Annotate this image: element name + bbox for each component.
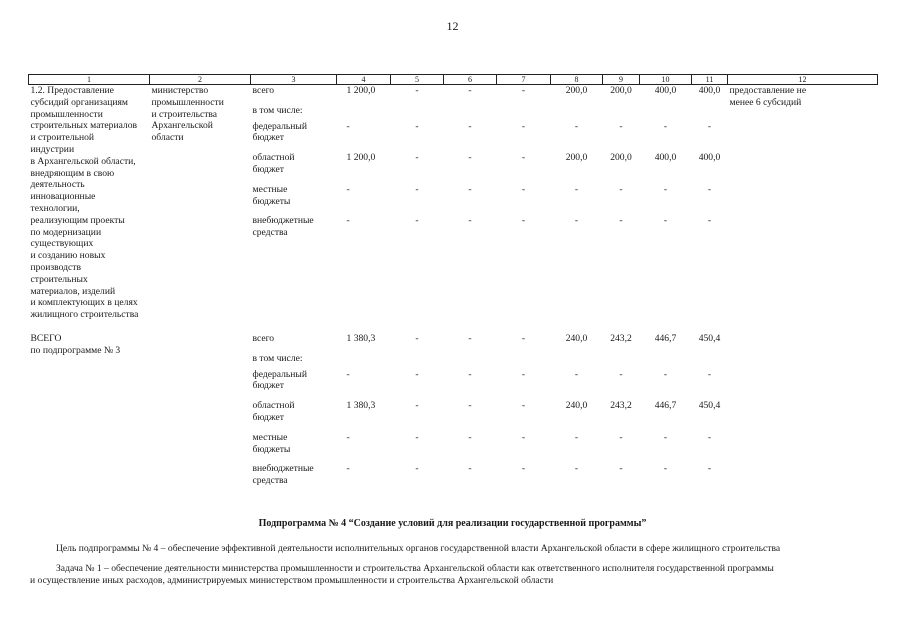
funding-value: - xyxy=(521,215,526,227)
funding-value xyxy=(393,105,442,117)
funding-value: - xyxy=(619,120,623,132)
task-paragraph xyxy=(30,563,850,586)
funding-source-label xyxy=(253,85,335,97)
funding-value xyxy=(553,353,601,365)
funding-value: - xyxy=(468,152,472,164)
funding-value: 240,0 xyxy=(565,400,588,412)
funding-value: - xyxy=(346,368,350,380)
measure-name-line: внедряющим в свою xyxy=(30,167,115,179)
funding-value: - xyxy=(707,120,712,132)
funding-value xyxy=(605,353,638,365)
funding-source-label xyxy=(253,333,335,345)
funding-value: - xyxy=(468,431,472,443)
funding-value: - xyxy=(619,215,623,227)
funding-value: - xyxy=(574,368,579,380)
funding-value: - xyxy=(415,368,419,380)
funding-value: - xyxy=(521,400,526,412)
funding-value: - xyxy=(468,183,472,195)
funding-value: 243,2 xyxy=(610,400,632,412)
goal-text: Цель подпрограммы № 4 – обеспечение эффективной деятельности исполнительных органов государственной власти Архангельской области в сфере жилищного строительства xyxy=(56,543,781,554)
funding-value: 400,0 xyxy=(654,85,677,96)
funding-value: - xyxy=(415,463,419,475)
executor-line: Архангельской xyxy=(151,120,213,132)
funding-source-label xyxy=(253,105,335,117)
funding-value: - xyxy=(415,120,419,132)
funding-value: - xyxy=(468,85,472,96)
column-number-header: 10 xyxy=(640,75,692,85)
expected-result-line: предоставление не xyxy=(729,85,807,96)
funding-value: 1 200,0 xyxy=(346,152,376,164)
measure-name-line: деятельность xyxy=(30,179,85,191)
funding-source-cell xyxy=(251,85,337,321)
measure-name-line: индустрии xyxy=(30,143,75,155)
funding-value: 450,4 xyxy=(698,332,721,344)
funding-value: - xyxy=(415,400,419,412)
measure-name-line: по подпрограмме № 3 xyxy=(30,344,121,356)
funding-value: 200,0 xyxy=(610,152,632,164)
funding-value: - xyxy=(574,431,579,443)
funding-value: 200,0 xyxy=(565,152,588,164)
value-column-cell xyxy=(692,85,728,321)
value-column-cell xyxy=(603,321,640,495)
funding-value xyxy=(605,105,638,117)
funding-source-label-line: в том числе: xyxy=(252,104,303,116)
measure-name-line: в Архангельской области, xyxy=(30,155,136,167)
funding-source-label-line: областной xyxy=(252,400,295,412)
funding-value: - xyxy=(521,152,526,164)
measure-name-line: по модернизации xyxy=(30,226,102,238)
funding-value: - xyxy=(521,463,526,475)
funding-value: - xyxy=(415,431,419,443)
funding-value: - xyxy=(574,215,579,227)
funding-value: - xyxy=(346,183,350,195)
executor-line: области xyxy=(151,132,184,144)
funding-value: - xyxy=(415,183,419,195)
value-column-cell xyxy=(551,321,603,495)
funding-source-label-line: бюджеты xyxy=(252,443,291,455)
executor-line: и строительства xyxy=(151,108,218,120)
column-number-header: 12 xyxy=(728,75,878,85)
table-header-row xyxy=(29,75,878,85)
funding-value: 200,0 xyxy=(610,85,632,96)
measure-name-line: строительных материалов xyxy=(30,120,138,132)
funding-value: - xyxy=(521,183,526,195)
funding-value: - xyxy=(521,85,526,96)
value-column-cell xyxy=(497,321,551,495)
funding-value xyxy=(499,105,549,117)
table-row xyxy=(29,85,878,321)
funding-source-label-line: в том числе: xyxy=(252,352,303,364)
task-text-line1: Задача № 1 – обеспечение деятельности министерства промышленности и строительства Архангельской области как ответственного исполнителя государственной программы xyxy=(56,563,774,574)
funding-value: - xyxy=(346,120,350,132)
funding-source-label-line: всего xyxy=(252,332,275,344)
measure-name-line: и строительной xyxy=(30,132,95,144)
value-column-cell xyxy=(391,85,444,321)
funding-source-label xyxy=(253,184,335,208)
funding-value: - xyxy=(619,183,623,195)
funding-value xyxy=(694,105,726,117)
funding-value xyxy=(694,353,726,365)
funding-source-label-line: бюджет xyxy=(252,132,284,144)
column-number-header: 8 xyxy=(551,75,603,85)
funding-value: 200,0 xyxy=(565,85,588,96)
funding-value: 446,7 xyxy=(654,332,677,344)
funding-value xyxy=(446,353,495,365)
measure-name-line: технологии, xyxy=(30,202,80,214)
value-column-cell xyxy=(640,85,692,321)
funding-value xyxy=(393,353,442,365)
executor-line: министерство xyxy=(151,85,209,96)
funding-source-label-line: бюджет xyxy=(252,380,284,392)
expected-result-cell xyxy=(728,321,878,495)
funding-value: - xyxy=(346,463,350,475)
funding-value: - xyxy=(663,183,668,195)
value-column-cell xyxy=(337,85,391,321)
funding-value: 400,0 xyxy=(698,152,721,164)
value-column-cell xyxy=(692,321,728,495)
table-row xyxy=(29,321,878,495)
funding-value: - xyxy=(468,215,472,227)
column-number-header: 4 xyxy=(337,75,391,85)
goal-paragraph xyxy=(30,543,850,555)
funding-value: - xyxy=(468,400,472,412)
measure-name-line: жилищного строительства xyxy=(30,309,139,321)
funding-value: 400,0 xyxy=(654,152,677,164)
executor-cell xyxy=(150,85,251,321)
funding-source-label-line: средства xyxy=(252,227,288,239)
measure-name-cell xyxy=(29,321,150,495)
funding-value xyxy=(446,105,495,117)
funding-source-label-line: областной xyxy=(252,152,295,164)
value-column-cell xyxy=(640,321,692,495)
measure-name-line: существующих xyxy=(30,238,94,250)
funding-source-label-line: федеральный xyxy=(252,120,308,132)
executor-line: промышленности xyxy=(151,96,224,108)
measure-name-line: и комплектующих в целях xyxy=(30,297,138,309)
funding-value: - xyxy=(707,463,712,475)
funding-value: - xyxy=(707,368,712,380)
funding-source-label-line: внебюджетные xyxy=(252,463,314,475)
measure-name-line: и созданию новых xyxy=(30,250,106,262)
measure-name-line: реализующим проекты xyxy=(30,214,125,226)
measure-name-line: промышленности xyxy=(30,108,103,120)
column-number-header: 1 xyxy=(29,75,150,85)
funding-value: 400,0 xyxy=(698,85,721,96)
column-number-header: 11 xyxy=(692,75,728,85)
subprogram-heading: Подпрограмма № 4 “Создание условий для реализации государственной программы” xyxy=(258,518,647,529)
budget-table xyxy=(28,74,878,495)
funding-value: - xyxy=(468,120,472,132)
funding-value: - xyxy=(468,368,472,380)
funding-value: - xyxy=(521,332,526,344)
funding-source-label-line: местные xyxy=(252,183,288,195)
measure-name-cell xyxy=(29,85,150,321)
value-column-cell xyxy=(337,321,391,495)
column-number-header: 6 xyxy=(444,75,497,85)
funding-value: - xyxy=(707,215,712,227)
measure-name-line: строительных xyxy=(30,273,88,285)
funding-source-label xyxy=(253,400,335,424)
funding-value: - xyxy=(663,463,668,475)
funding-source-label-line: всего xyxy=(252,85,275,96)
funding-value: - xyxy=(521,368,526,380)
expected-result-line: менее 6 субсидий xyxy=(729,96,802,108)
executor-cell xyxy=(150,321,251,495)
funding-source-label xyxy=(253,215,335,239)
funding-value: - xyxy=(574,183,579,195)
measure-name-line: субсидий организациям xyxy=(30,96,128,108)
funding-value: - xyxy=(707,183,712,195)
funding-value: - xyxy=(619,463,623,475)
funding-value xyxy=(347,105,389,117)
value-column-cell xyxy=(497,85,551,321)
expected-result-cell xyxy=(728,85,878,321)
funding-value: 1 380,3 xyxy=(346,400,376,412)
measure-name-line: производств xyxy=(30,261,81,273)
funding-value: - xyxy=(468,463,472,475)
funding-source-label-line: бюджеты xyxy=(252,195,291,207)
column-number-header: 3 xyxy=(251,75,337,85)
funding-source-label-line: средства xyxy=(252,475,288,487)
column-number-header: 5 xyxy=(391,75,444,85)
value-column-cell xyxy=(391,321,444,495)
measure-name-line: материалов, изделий xyxy=(30,285,116,297)
funding-value: - xyxy=(468,332,472,344)
funding-value: - xyxy=(663,431,668,443)
value-column-cell xyxy=(444,85,497,321)
funding-source-label-line: внебюджетные xyxy=(252,215,314,227)
funding-value: - xyxy=(521,120,526,132)
funding-source-cell xyxy=(251,321,337,495)
measure-name-line: 1.2. Предоставление xyxy=(30,85,114,96)
funding-source-label xyxy=(253,432,335,456)
funding-value: - xyxy=(663,120,668,132)
funding-value xyxy=(642,353,690,365)
funding-value: 450,4 xyxy=(698,400,721,412)
funding-source-label xyxy=(253,353,335,365)
funding-value xyxy=(347,353,389,365)
funding-source-label-line: бюджет xyxy=(252,411,284,423)
funding-value: - xyxy=(663,368,668,380)
task-text-line2: и осуществление иных расходов, администрируемых министерством промышленности и строительства Архангельской области xyxy=(30,574,554,586)
funding-source-label-line: бюджет xyxy=(252,163,284,175)
funding-value: - xyxy=(415,215,419,227)
funding-source-label-line: федеральный xyxy=(252,368,308,380)
funding-value xyxy=(553,105,601,117)
funding-value: 1 380,3 xyxy=(346,332,376,344)
funding-value: - xyxy=(415,332,419,344)
funding-value: - xyxy=(619,431,623,443)
funding-value: - xyxy=(346,431,350,443)
funding-value: 446,7 xyxy=(654,400,677,412)
measure-name-line: инновационные xyxy=(30,191,96,203)
funding-value xyxy=(499,353,549,365)
funding-value: - xyxy=(346,215,350,227)
column-number-header: 7 xyxy=(497,75,551,85)
funding-value: - xyxy=(521,431,526,443)
value-column-cell xyxy=(551,85,603,321)
funding-value: - xyxy=(574,463,579,475)
funding-value: 1 200,0 xyxy=(346,85,376,96)
column-number-header: 2 xyxy=(150,75,251,85)
funding-value: 243,2 xyxy=(610,332,632,344)
measure-name-line: ВСЕГО xyxy=(30,332,62,344)
funding-value: - xyxy=(415,152,419,164)
funding-source-label xyxy=(253,152,335,176)
funding-value: - xyxy=(663,215,668,227)
funding-value: 240,0 xyxy=(565,332,588,344)
funding-source-label xyxy=(253,463,335,487)
funding-value: - xyxy=(707,431,712,443)
funding-source-label xyxy=(253,369,335,393)
funding-source-label xyxy=(253,121,335,145)
funding-value: - xyxy=(574,120,579,132)
value-column-cell xyxy=(603,85,640,321)
column-number-header: 9 xyxy=(603,75,640,85)
page-number: 12 xyxy=(446,19,459,33)
funding-source-label-line: местные xyxy=(252,431,288,443)
funding-value xyxy=(642,105,690,117)
funding-value: - xyxy=(619,368,623,380)
value-column-cell xyxy=(444,321,497,495)
funding-value: - xyxy=(415,85,419,96)
